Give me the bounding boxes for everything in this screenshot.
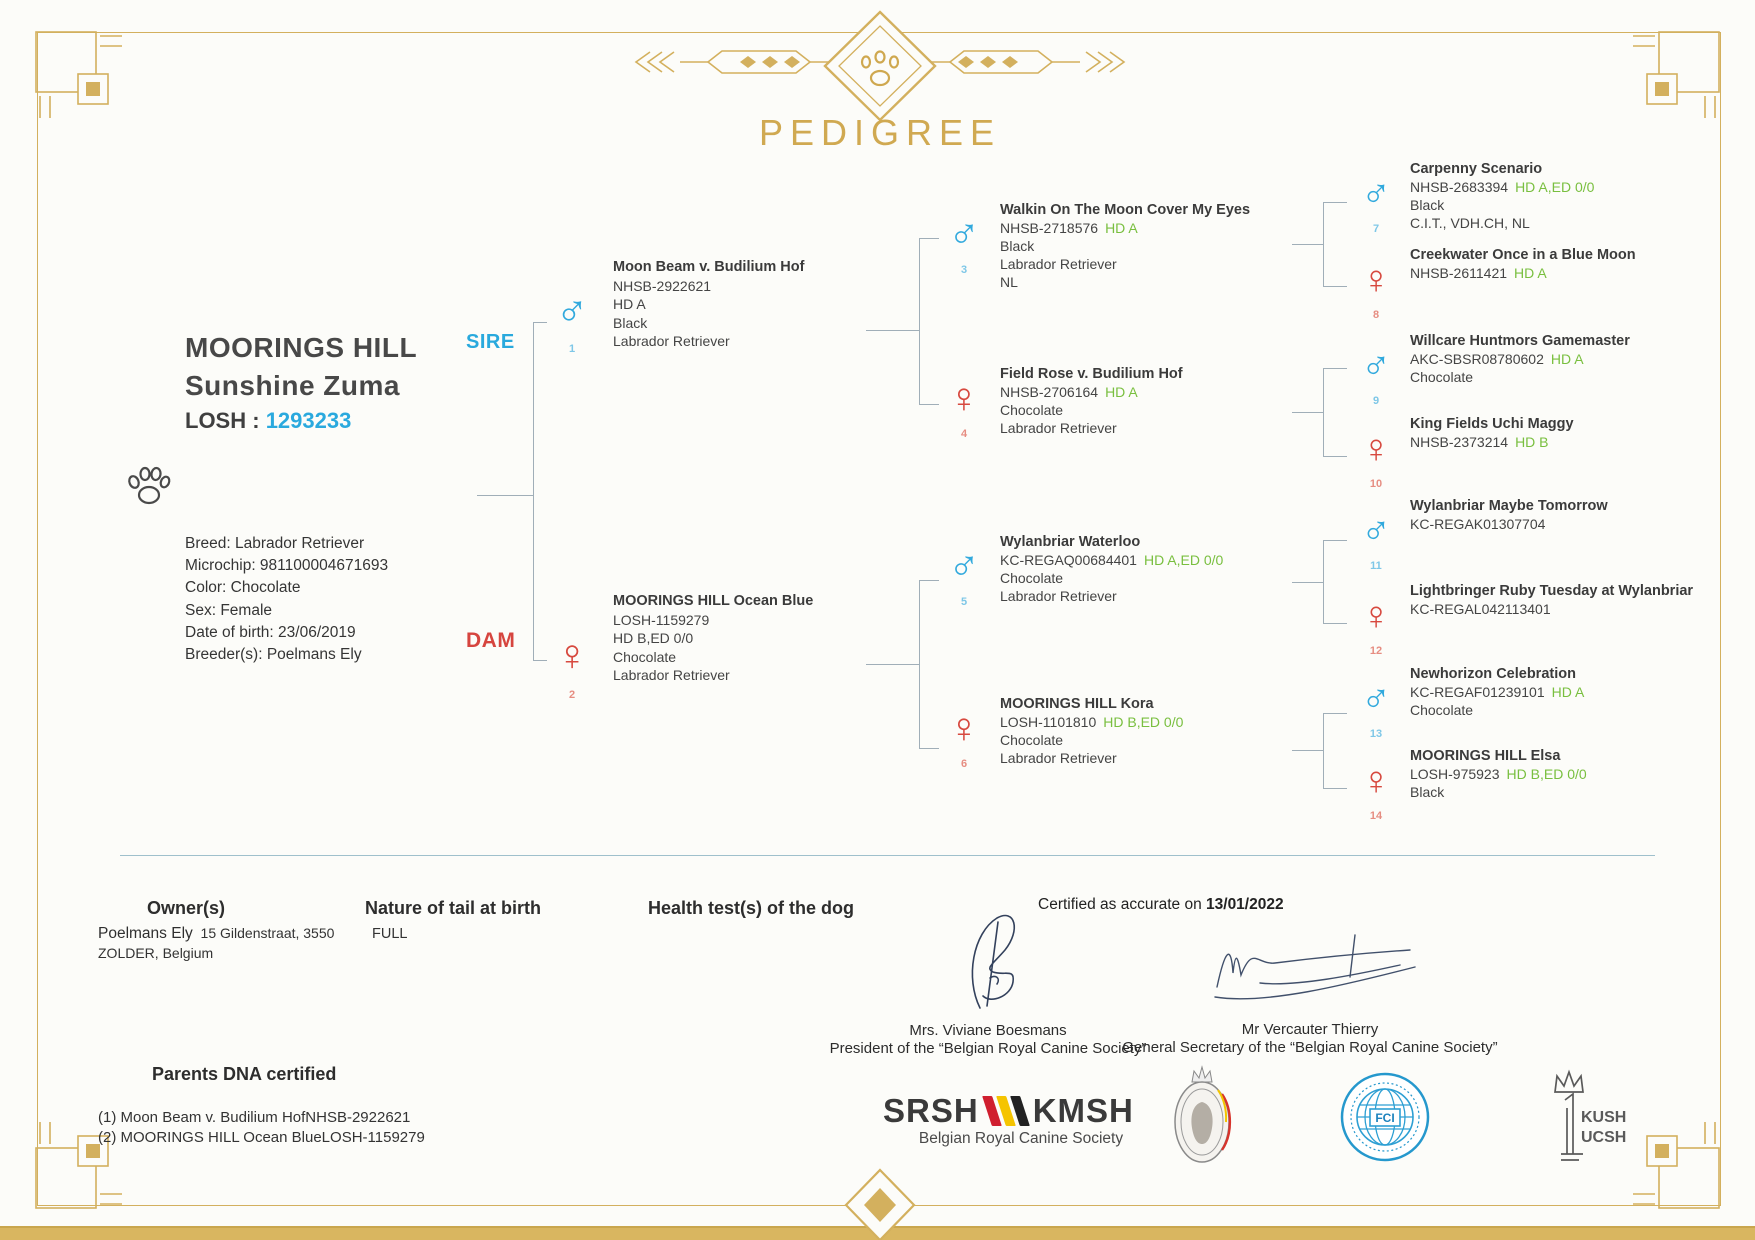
owner-heading: Owner(s): [147, 898, 226, 918]
female-icon: ♀ 8: [1361, 258, 1391, 321]
belgian-stripes-icon: [985, 1096, 1027, 1126]
tree-line: [1292, 582, 1323, 583]
dna-heading: Parents DNA certified: [152, 1064, 337, 1084]
ancestor-reg: NHSB-2373214: [1410, 434, 1509, 450]
tree-line: [919, 238, 920, 404]
ancestor-color: Chocolate: [1000, 570, 1064, 586]
tree-line: [1323, 456, 1347, 457]
female-icon: ♀ 12: [1361, 594, 1391, 657]
ancestor-reg: KC-REGAL042113401: [1410, 601, 1551, 617]
ancestor-health: HD A: [613, 296, 646, 312]
reg-label: LOSH: [185, 408, 247, 433]
male-icon: ♂ 3: [948, 210, 980, 276]
female-icon: ♀ 4: [948, 374, 980, 440]
ancestor-reg: NHSB-2922621: [613, 277, 712, 294]
tree-line: [1292, 412, 1323, 413]
ancestor-health: HD B,ED 0/0: [1506, 766, 1587, 782]
tree-line: [1323, 713, 1347, 714]
ancestor-color: Chocolate: [1000, 402, 1064, 418]
ancestor-health: HD A,ED 0/0: [1515, 179, 1595, 195]
health-tests-heading: Health test(s) of the dog: [648, 898, 854, 918]
ancestor-color: Black: [1000, 238, 1035, 254]
dam-label: DAM: [466, 629, 516, 652]
pedigree-node-4: [948, 365, 1280, 440]
certified-line: Certified as accurate on 13/01/2022: [1038, 896, 1284, 913]
ancestor-name: MOORINGS HILL Elsa: [1410, 748, 1561, 764]
signature-president: [935, 908, 1055, 1020]
tree-line: [1323, 788, 1347, 789]
color-line: Color: Chocolate: [185, 579, 301, 597]
bottom-diamond-ornament: [842, 1166, 918, 1240]
signer-title: President of the “Belgian Royal Canine Society”: [829, 1040, 1147, 1057]
ancestor-color: Black: [1410, 197, 1445, 213]
breeder-line: Breeder(s): Poelmans Ely: [185, 646, 362, 664]
ancestor-color: Chocolate: [613, 648, 677, 665]
page-title: PEDIGREE: [758, 112, 1002, 153]
pedigree-node-11: [1361, 497, 1710, 572]
ancestor-health: HD B,ED 0/0: [1103, 714, 1184, 730]
ancestor-color: Black: [613, 314, 648, 331]
dna-items: [98, 1108, 425, 1147]
corner-ornament-top-left: [30, 26, 122, 118]
pedigree-node-2: [555, 592, 873, 701]
ancestor-color: Chocolate: [1000, 732, 1064, 748]
ancestor-name: King Fields Uchi Maggy: [1410, 416, 1574, 432]
ancestor-titles: NL: [1000, 274, 1018, 290]
tree-line: [919, 580, 920, 748]
corner-ornament-top-right: [1633, 26, 1725, 118]
tree-line: [919, 748, 939, 749]
pedigree-node-7: [1361, 160, 1710, 235]
tree-line: [1323, 286, 1347, 287]
ancestor-name: Newhorizon Celebration: [1410, 666, 1576, 682]
ancestor-health: HD A: [1550, 351, 1584, 367]
ancestor-name: Walkin On The Moon Cover My Eyes: [1000, 202, 1251, 218]
pedigree-node-13: [1361, 665, 1710, 740]
kush-ucsh-logo: [1525, 1066, 1629, 1172]
pedigree-node-1: [555, 258, 873, 355]
ancestor-breed: Labrador Retriever: [1000, 420, 1117, 436]
signature-secretary: [1205, 925, 1425, 1020]
female-icon: ♀ 10: [1361, 427, 1391, 490]
male-icon: ♂ 13: [1361, 677, 1391, 740]
corner-ornament-bottom-right: [1633, 1122, 1725, 1214]
tail-value: FULL: [372, 926, 408, 942]
ancestor-name: Carpenny Scenario: [1410, 161, 1543, 177]
tree-line: [919, 580, 939, 581]
paw-icon: [124, 462, 172, 510]
ucsh-text: UCSH: [1581, 1129, 1627, 1146]
ancestor-health: HD A: [1105, 384, 1138, 400]
tail-heading: Nature of tail at birth: [365, 898, 542, 918]
female-icon: ♀ 2: [555, 631, 589, 701]
tree-line: [1323, 202, 1347, 203]
owner-address: 15 Gildenstraat, 3550: [200, 925, 335, 941]
female-icon: ♀ 6: [948, 704, 980, 770]
ancestor-name: MOORINGS HILL Ocean Blue: [613, 593, 814, 609]
ancestor-breed: Labrador Retriever: [613, 333, 730, 349]
tree-line: [866, 330, 919, 331]
tree-line: [477, 495, 533, 496]
ancestor-name: Field Rose v. Budilium Hof: [1000, 366, 1183, 382]
tree-line: [919, 404, 939, 405]
male-icon: ♂ 11: [1361, 509, 1391, 572]
ancestor-name: Wylanbriar Maybe Tomorrow: [1410, 498, 1608, 514]
male-icon: ♂ 7: [1361, 172, 1391, 235]
kmsh-text: KMSH: [1032, 1092, 1134, 1129]
owner-name: Poelmans Ely: [98, 925, 193, 942]
tree-line: [1323, 368, 1324, 456]
ancestor-reg: NHSB-2683394: [1410, 179, 1509, 195]
srsh-kmsh-logo: [883, 1092, 1134, 1130]
tree-line: [1323, 368, 1347, 369]
certified-date: 13/01/2022: [1206, 896, 1284, 913]
signer-title: General Secretary of the “Belgian Royal Canine Society”: [1122, 1039, 1498, 1056]
ancestor-color: Chocolate: [1410, 369, 1474, 385]
reg-number: 1293233: [265, 408, 352, 433]
tree-line: [866, 664, 919, 665]
pedigree-node-3: [948, 201, 1280, 291]
breed-line: Breed: Labrador Retriever: [185, 535, 365, 552]
ancestor-reg: LOSH-975923: [1410, 766, 1500, 782]
ancestor-name: MOORINGS HILL Kora: [1000, 696, 1154, 712]
ancestor-name: Willcare Huntmors Gamemaster: [1410, 333, 1630, 349]
owner-city: ZOLDER, Belgium: [98, 945, 214, 961]
ancestor-name: Creekwater Once in a Blue Moon: [1410, 247, 1636, 263]
tree-line: [533, 322, 547, 323]
ancestor-health: HD A,ED 0/0: [1143, 552, 1224, 568]
fci-text: FCI: [1375, 1111, 1395, 1125]
microchip-line: Microchip: 981100004671693: [185, 557, 389, 575]
ancestor-reg: LOSH-1159279: [613, 611, 710, 628]
tree-line: [1323, 623, 1347, 624]
dog-kennel-name: MOORINGS HILL: [185, 332, 418, 363]
male-icon: ♂ 9: [1361, 344, 1391, 407]
srsh-emblem-icon: [1168, 1064, 1236, 1166]
tree-line: [1323, 202, 1324, 286]
ancestor-health: HD A: [1105, 220, 1138, 236]
pedigree-node-8: [1361, 246, 1710, 321]
pedigree-node-9: [1361, 332, 1710, 407]
ancestor-health: HD A: [1551, 684, 1585, 700]
ancestor-breed: Labrador Retriever: [1000, 256, 1117, 272]
ancestor-name: Lightbringer Ruby Tuesday at Wylanbriar: [1410, 583, 1694, 599]
tree-line: [1323, 540, 1347, 541]
fci-logo: [1339, 1071, 1431, 1163]
ancestor-health: HD A: [1514, 265, 1547, 281]
signer-name: Mr Vercauter Thierry: [1241, 1021, 1379, 1038]
ancestor-breed: Labrador Retriever: [1000, 750, 1117, 766]
ancestor-reg: NHSB-2611421: [1410, 265, 1508, 281]
dog-details: [185, 533, 388, 666]
ancestor-reg: NHSB-2718576: [1000, 220, 1099, 236]
ancestor-reg: NHSB-2706164: [1000, 384, 1099, 400]
pedigree-node-10: [1361, 415, 1710, 490]
ancestor-name: Moon Beam v. Budilium Hof: [613, 259, 805, 275]
dob-line: Date of birth: 23/06/2019: [185, 623, 356, 641]
male-icon: ♂ 1: [555, 287, 589, 355]
dog-registration: LOSH : 1293233: [185, 408, 352, 433]
ancestor-color: Chocolate: [1410, 702, 1474, 718]
ancestor-titles: C.I.T., VDH.CH, NL: [1410, 215, 1530, 231]
tree-line: [533, 322, 534, 660]
pedigree-node-14: [1361, 747, 1710, 822]
ancestor-reg: KC-REGAF01239101: [1410, 684, 1545, 700]
dog-name: Sunshine Zuma: [185, 370, 400, 401]
section-divider: [120, 855, 1655, 856]
dna-item: (1) Moon Beam v. Budilium HofNHSB-2922621: [98, 1109, 411, 1126]
ancestor-reg: KC-REGAK01307704: [1410, 516, 1546, 532]
sex-line: Sex: Female: [185, 601, 273, 619]
kush-text: KUSH: [1581, 1109, 1627, 1126]
tree-line: [1323, 540, 1324, 623]
srsh-subtitle: Belgian Royal Canine Society: [918, 1130, 1124, 1147]
ancestor-breed: Labrador Retriever: [1000, 588, 1117, 604]
owner-line: [98, 925, 334, 943]
pedigree-node-5: [948, 533, 1280, 608]
ancestor-color: Black: [1410, 784, 1445, 800]
pedigree-node-6: [948, 695, 1280, 770]
ancestor-reg: AKC-SBSR08780602: [1410, 351, 1544, 367]
tree-line: [1292, 750, 1323, 751]
female-icon: ♀ 14: [1361, 759, 1391, 822]
srsh-text: SRSH: [883, 1092, 979, 1129]
ancestor-health: HD B,ED 0/0: [613, 630, 694, 646]
ancestor-health: HD B: [1515, 434, 1549, 450]
dna-item: (2) MOORINGS HILL Ocean BlueLOSH-1159279: [98, 1128, 425, 1146]
tree-line: [533, 660, 547, 661]
tree-line: [1292, 244, 1323, 245]
ancestor-breed: Labrador Retriever: [613, 667, 730, 683]
male-icon: ♂ 5: [948, 542, 980, 608]
tree-line: [919, 238, 939, 239]
ancestor-reg: KC-REGAQ00684401: [1000, 552, 1137, 568]
ancestor-reg: LOSH-1101810: [1000, 714, 1097, 730]
tree-line: [1323, 713, 1324, 788]
ancestor-name: Wylanbriar Waterloo: [1000, 534, 1141, 550]
pedigree-node-12: [1361, 582, 1710, 657]
sire-label: SIRE: [466, 331, 515, 353]
signer-name: Mrs. Viviane Boesmans: [909, 1022, 1067, 1039]
